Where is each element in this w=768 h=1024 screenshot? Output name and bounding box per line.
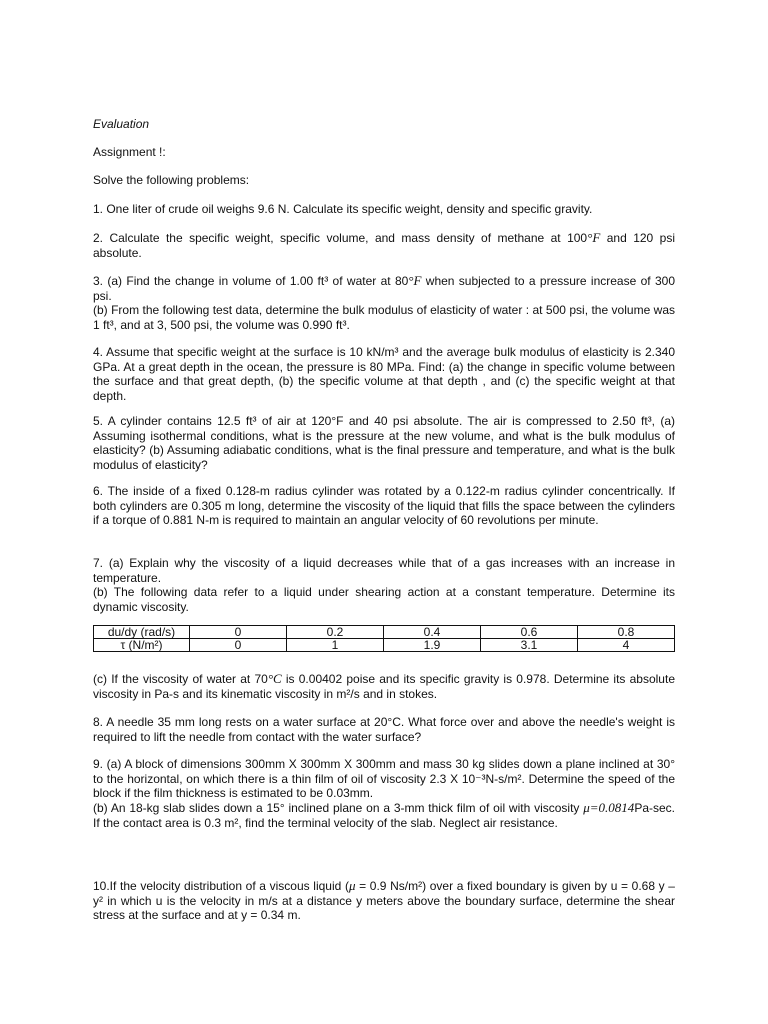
- table-cell: 0: [190, 626, 287, 639]
- table-cell: 0.2: [287, 626, 384, 639]
- shear-data-table: [93, 625, 675, 652]
- problem-9a: 9. (a) A block of dimensions 300mm X 300mm X 300mm and mass 30 kg slides down a plane inclined at 30° to the horizontal, on which there is a thin film of oil of viscosity 2.3 X 10⁻³N-s/m². Determine the speed of the block if the film thickness is estimated to be 0.03mm.: [93, 757, 675, 800]
- table-cell: 0.8: [578, 626, 675, 639]
- table-cell: 0.4: [384, 626, 481, 639]
- row-label-dudy: du/dy (rad/s): [94, 626, 190, 639]
- problem-2: 2. Calculate the specific weight, specific volume, and mass density of methane at 100°F and 120 psi absolute.: [93, 230, 676, 260]
- problem-3b: (b) From the following test data, determine the bulk modulus of elasticity of water : at 500 psi, the volume was 1 ft³, and at 3, 500 psi, the volume was 0.990 ft³.: [93, 303, 675, 332]
- problem-4: 4. Assume that specific weight at the surface is 10 kN/m³ and the average bulk modulus of elasticity is 2.340 GPa. At a great depth in the ocean, the pressure is 80 MPa. Find: (a) the change in specific volume between the surface and that great depth, (b) the specific volume at that depth , and (c) the specific weight at that depth.: [93, 345, 675, 403]
- problem-6: 6. The inside of a fixed 0.128-m radius cylinder was rotated by a 0.122-m radius cylinder concentrically. If both cylinders are 0.305 m long, determine the viscosity of the liquid that fills the space between the cylinders if a torque of 0.881 N-m is required to maintain an angular velocity of 60 revolutions per minute.: [93, 484, 675, 527]
- problem-8: 8. A needle 35 mm long rests on a water surface at 20°C. What force over and above the needle's weight is required to lift the needle from contact with the water surface?: [93, 715, 675, 744]
- table-row: [94, 639, 675, 652]
- problem-9b: (b) An 18-kg slab slides down a 15° inclined plane on a 3-mm thick film of oil with viscosity μ=0.0814Pa-sec. If the contact area is 0.3 m², find the terminal velocity of the slab. Neglect air resistance.: [93, 800, 675, 830]
- assignment-title: Assignment !:: [93, 145, 166, 159]
- table-cell: 0.6: [481, 626, 578, 639]
- instructions: Solve the following problems:: [93, 173, 250, 187]
- table-cell: 1: [287, 639, 384, 652]
- table-cell: 3.1: [481, 639, 578, 652]
- problem-1: 1. One liter of crude oil weighs 9.6 N. Calculate its specific weight, density and specific gravity.: [93, 202, 593, 216]
- problem-3a: 3. (a) Find the change in volume of 1.00 ft³ of water at 80°F when subjected to a pressure increase of 300 psi.: [93, 273, 675, 303]
- problem-7c: (c) If the viscosity of water at 70°C is 0.00402 poise and its specific gravity is 0.978. Determine its absolute viscosity in Pa-s and its kinematic viscosity in m²/s and in stokes.: [93, 671, 675, 701]
- table-cell: 0: [190, 639, 287, 652]
- table-cell: 4: [578, 639, 675, 652]
- table-row: [94, 626, 675, 639]
- problem-7a: 7. (a) Explain why the viscosity of a liquid decreases while that of a gas increases with an increase in temperature.: [93, 556, 675, 585]
- table-cell: 1.9: [384, 639, 481, 652]
- problem-7b: (b) The following data refer to a liquid under shearing action at a constant temperature. Determine its dynamic viscosity.: [93, 585, 675, 614]
- problem-10: 10.If the velocity distribution of a viscous liquid (μ = 0.9 Ns/m²) over a fixed boundary is given by u = 0.68 y – y² in which u is the velocity in m/s at a distance y meters above the boundary surface, determine the shear stress at the surface and at y = 0.34 m.: [93, 878, 675, 922]
- problem-5: 5. A cylinder contains 12.5 ft³ of air at 120°F and 40 psi absolute. The air is compressed to 2.50 ft³, (a) Assuming isothermal conditions, what is the pressure at the new volume, and what is the bulk modulus of elasticity? (b) Assuming adiabatic conditions, what is the final pressure and temperature, and what is the bulk modulus of elasticity?: [93, 414, 675, 472]
- section-heading: Evaluation: [93, 117, 150, 131]
- row-label-tau: τ (N/m²): [94, 639, 190, 652]
